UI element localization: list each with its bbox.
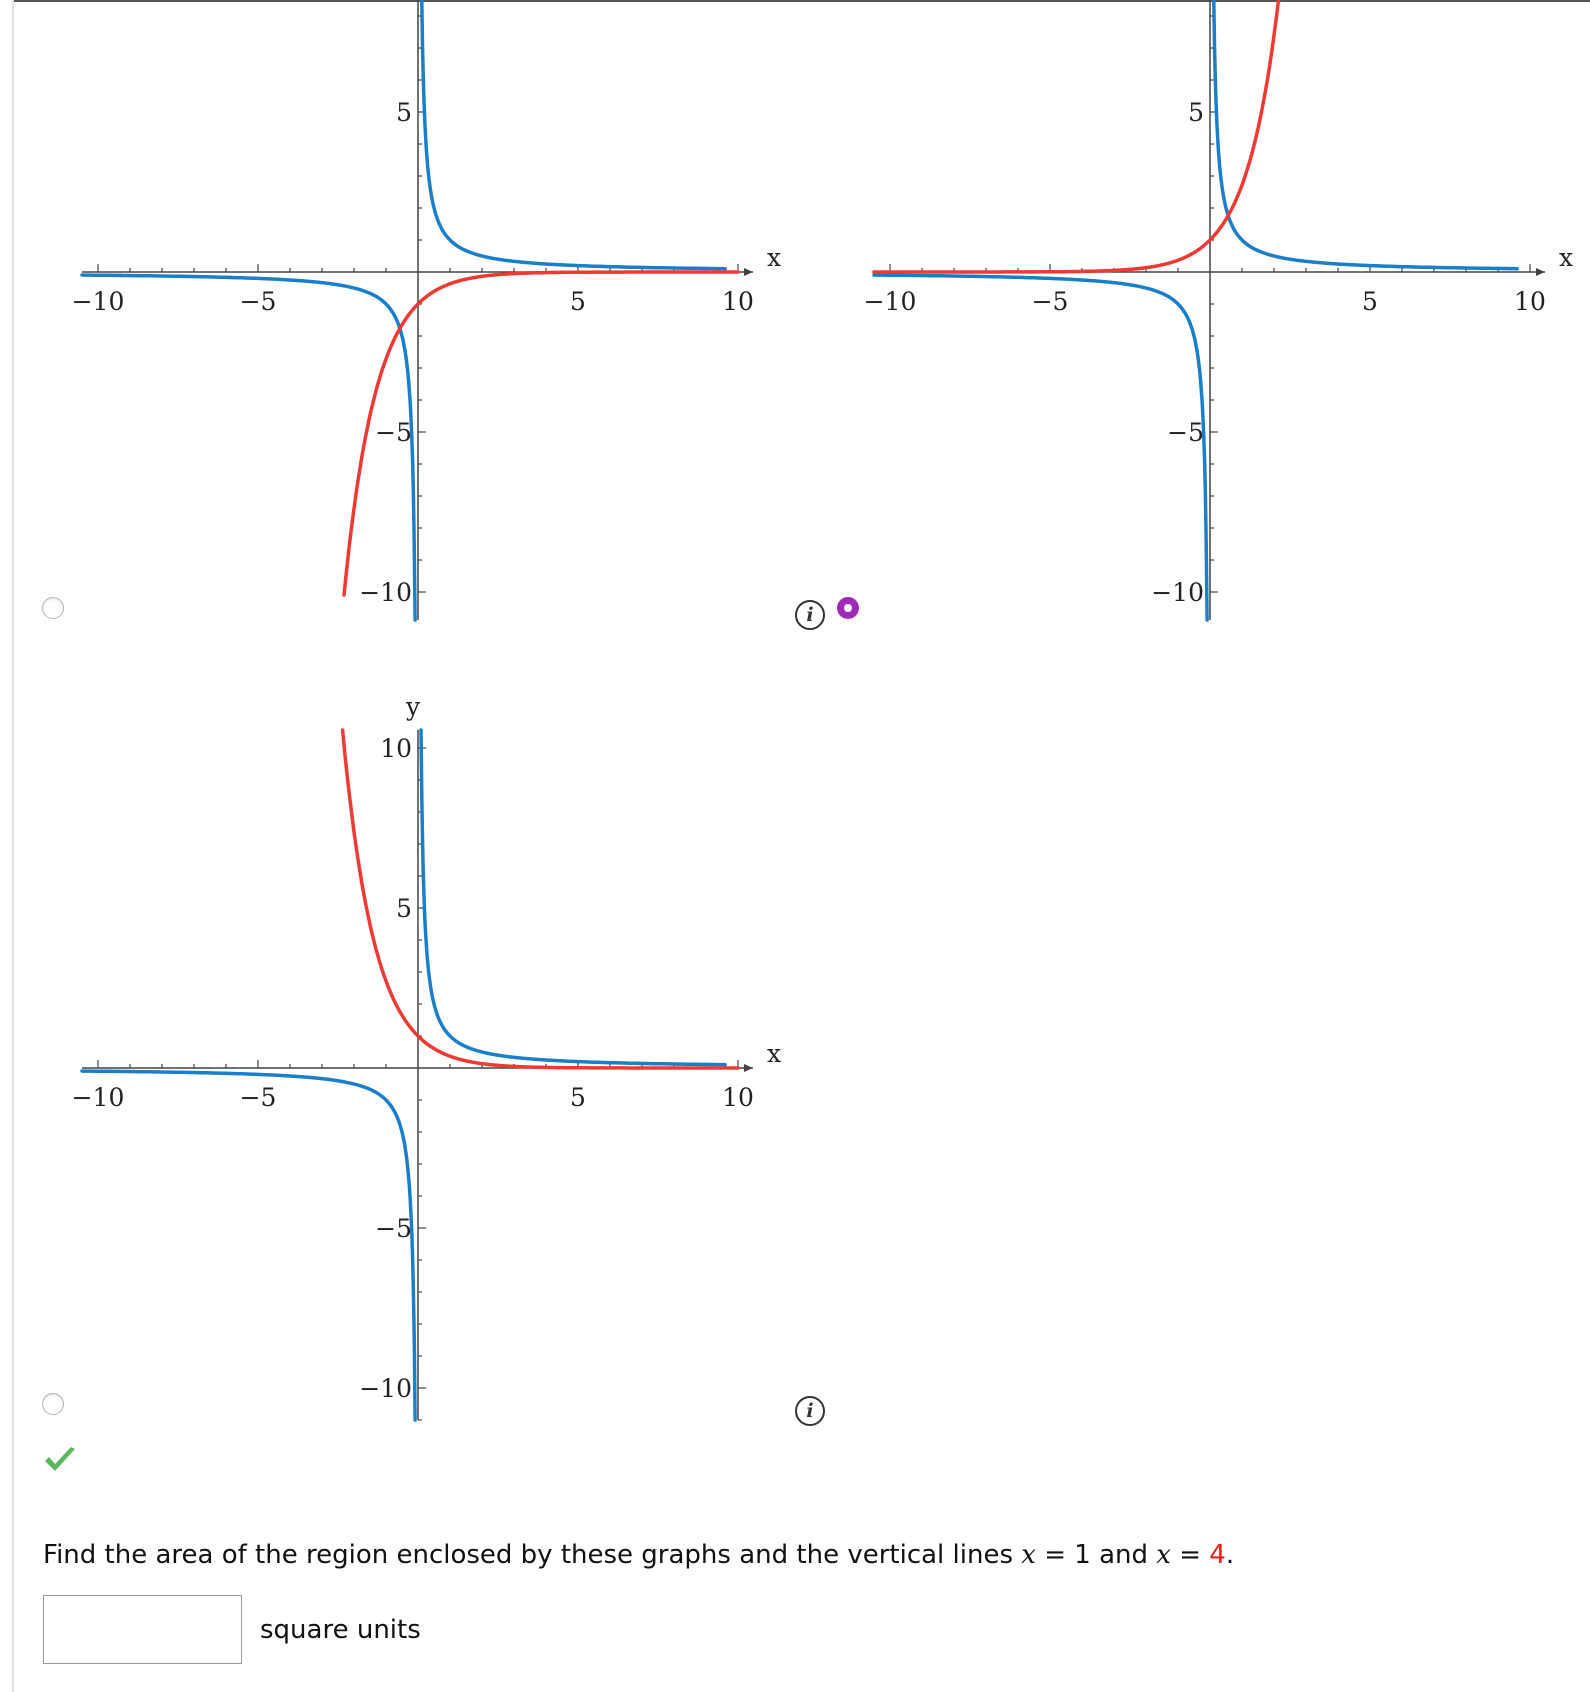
eq2: = — [1170, 1540, 1210, 1570]
x-axis-label: x — [767, 1039, 782, 1068]
x-axis-arrow — [1536, 268, 1545, 276]
blue-curve-left — [874, 275, 1207, 620]
y-tick-label: −5 — [375, 1214, 412, 1243]
y-tick-label: 10 — [380, 734, 412, 763]
x-tick-label: 5 — [570, 1083, 586, 1112]
x-tick-label: 5 — [570, 287, 586, 316]
x-tick-label: −5 — [239, 287, 277, 316]
answer-input[interactable] — [43, 1595, 242, 1664]
x-tick-label: 10 — [722, 1083, 754, 1112]
question-prompt — [43, 1540, 1234, 1570]
check-icon — [43, 1446, 77, 1474]
x-axis-label: x — [767, 243, 782, 272]
y-tick-label: −10 — [1151, 578, 1204, 607]
x-axis-arrow — [744, 1064, 753, 1072]
y-axis-label: y — [405, 692, 421, 721]
x-tick-label: −5 — [1031, 287, 1069, 316]
x-tick-label: 5 — [1362, 287, 1378, 316]
period: . — [1225, 1540, 1235, 1570]
blue-curve-left — [82, 1071, 415, 1420]
blue-curve-right — [421, 730, 725, 1065]
radio-option-3[interactable] — [42, 1393, 64, 1415]
var-x2: x — [1156, 1540, 1171, 1570]
blue-curve-right — [1214, 0, 1517, 269]
y-tick-label: −10 — [359, 578, 412, 607]
y-tick-label: 5 — [396, 98, 412, 127]
radio-option-1[interactable] — [42, 597, 64, 619]
x-tick-label: −5 — [239, 1083, 277, 1112]
prompt-text: Find the area of the region enclosed by these graphs and the vertical lines — [43, 1540, 1022, 1570]
eq1: = 1 and — [1035, 1540, 1157, 1570]
y-tick-label: −5 — [375, 418, 412, 447]
x-axis-label: x — [1559, 243, 1574, 272]
info-icon[interactable]: i — [795, 1396, 825, 1426]
info-icon[interactable]: i — [795, 600, 825, 630]
x-tick-label: −10 — [71, 1083, 125, 1112]
x-tick-label: −10 — [863, 287, 917, 316]
units-label: square units — [260, 1615, 421, 1645]
radio-option-2[interactable] — [837, 597, 859, 619]
y-tick-label: −10 — [359, 1374, 412, 1403]
x-tick-label: 10 — [722, 287, 754, 316]
y-tick-label: −5 — [1167, 418, 1204, 447]
y-tick-label: 5 — [1188, 98, 1204, 127]
y-tick-label: 5 — [396, 894, 412, 923]
x-tick-label: 10 — [1514, 287, 1546, 316]
x-tick-label: −10 — [71, 287, 125, 316]
var-x1: x — [1021, 1540, 1036, 1570]
highlight-value: 4 — [1209, 1540, 1226, 1570]
graph-c — [0, 0, 800, 1420]
